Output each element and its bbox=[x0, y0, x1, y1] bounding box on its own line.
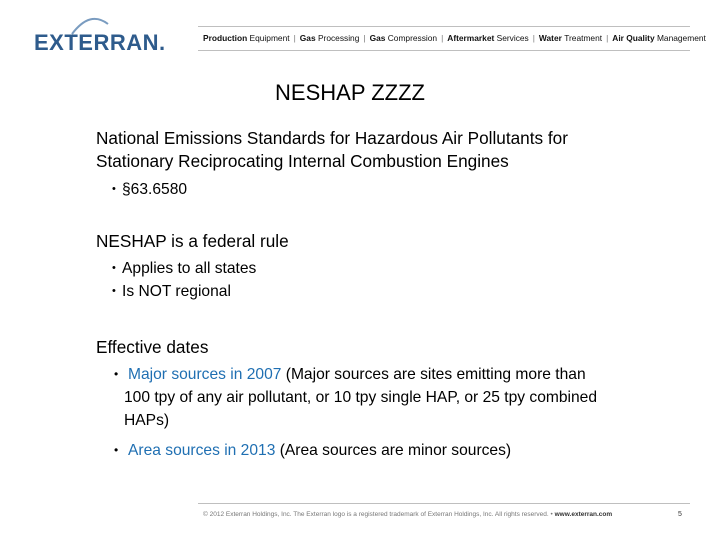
logo-text: EXTERRAN. bbox=[34, 30, 166, 55]
slide-title: NESHAP ZZZZ bbox=[275, 80, 425, 105]
major-sources-line-3: HAPs) bbox=[124, 412, 170, 429]
list-item bbox=[96, 280, 696, 303]
header-rule-top bbox=[198, 26, 690, 27]
federal-point-2: Is NOT regional bbox=[122, 283, 231, 300]
area-sources-text: (Area sources are minor sources) bbox=[275, 442, 512, 459]
dates-heading: Effective dates bbox=[96, 337, 209, 357]
federal-point-1: Applies to all states bbox=[122, 260, 257, 277]
bullet-glyph: • bbox=[114, 367, 119, 381]
section-standard bbox=[96, 127, 696, 201]
nav-item-air-quality-management[interactable]: Air Quality Management bbox=[612, 33, 706, 43]
nav-item-aftermarket-services[interactable]: Aftermarket Services bbox=[447, 33, 529, 43]
nav-item-water-treatment[interactable]: Water Treatment bbox=[538, 33, 603, 43]
header-nav bbox=[203, 33, 706, 43]
section-federal bbox=[96, 230, 696, 303]
page-number: 5 bbox=[678, 511, 682, 518]
standard-line-2: Stationary Reciprocating Internal Combustion Engines bbox=[96, 151, 509, 171]
major-sources-text: (Major sources are sites emitting more than bbox=[281, 366, 586, 383]
logo-swoosh-icon bbox=[70, 16, 110, 36]
section-effective-dates bbox=[96, 336, 696, 462]
exterran-logo bbox=[34, 28, 166, 58]
bullet-glyph: • bbox=[112, 262, 116, 274]
nav-item-gas-compression[interactable]: Gas Compression bbox=[369, 33, 438, 43]
footer-copyright bbox=[203, 511, 612, 518]
copyright-text: © 2012 Exterran Holdings, Inc. The Exterran logo is a registered trademark of Exterran Holdings, Inc. All rights reserved. • bbox=[203, 511, 555, 518]
nav-item-production-equipment[interactable]: Production Equipment bbox=[203, 33, 290, 43]
header-rule-bottom bbox=[198, 50, 690, 51]
standard-line-1: National Emissions Standards for Hazardous Air Pollutants for bbox=[96, 128, 568, 148]
list-item bbox=[96, 363, 696, 432]
bullet-glyph: • bbox=[112, 183, 116, 195]
major-sources-line-2: 100 tpy of any air pollutant, or 10 tpy single HAP, or 25 tpy combined bbox=[124, 389, 598, 406]
standard-citation: §63.6580 bbox=[122, 181, 188, 198]
nav-separator: | bbox=[363, 33, 366, 43]
nav-separator: | bbox=[532, 33, 535, 43]
footer-rule bbox=[198, 503, 690, 504]
bullet-glyph: • bbox=[114, 443, 119, 457]
list-item bbox=[96, 439, 696, 462]
nav-item-gas-processing[interactable]: Gas Processing bbox=[299, 33, 360, 43]
nav-separator: | bbox=[441, 33, 444, 43]
nav-separator: | bbox=[606, 33, 609, 43]
footer-url-link[interactable]: www.exterran.com bbox=[554, 511, 613, 518]
bullet-glyph: • bbox=[112, 285, 116, 297]
area-sources-highlight: Area sources in 2013 bbox=[128, 442, 276, 459]
major-sources-highlight: Major sources in 2007 bbox=[128, 366, 282, 383]
list-item bbox=[96, 257, 696, 280]
federal-heading: NESHAP is a federal rule bbox=[96, 231, 289, 251]
nav-separator: | bbox=[293, 33, 296, 43]
list-item bbox=[96, 178, 696, 201]
